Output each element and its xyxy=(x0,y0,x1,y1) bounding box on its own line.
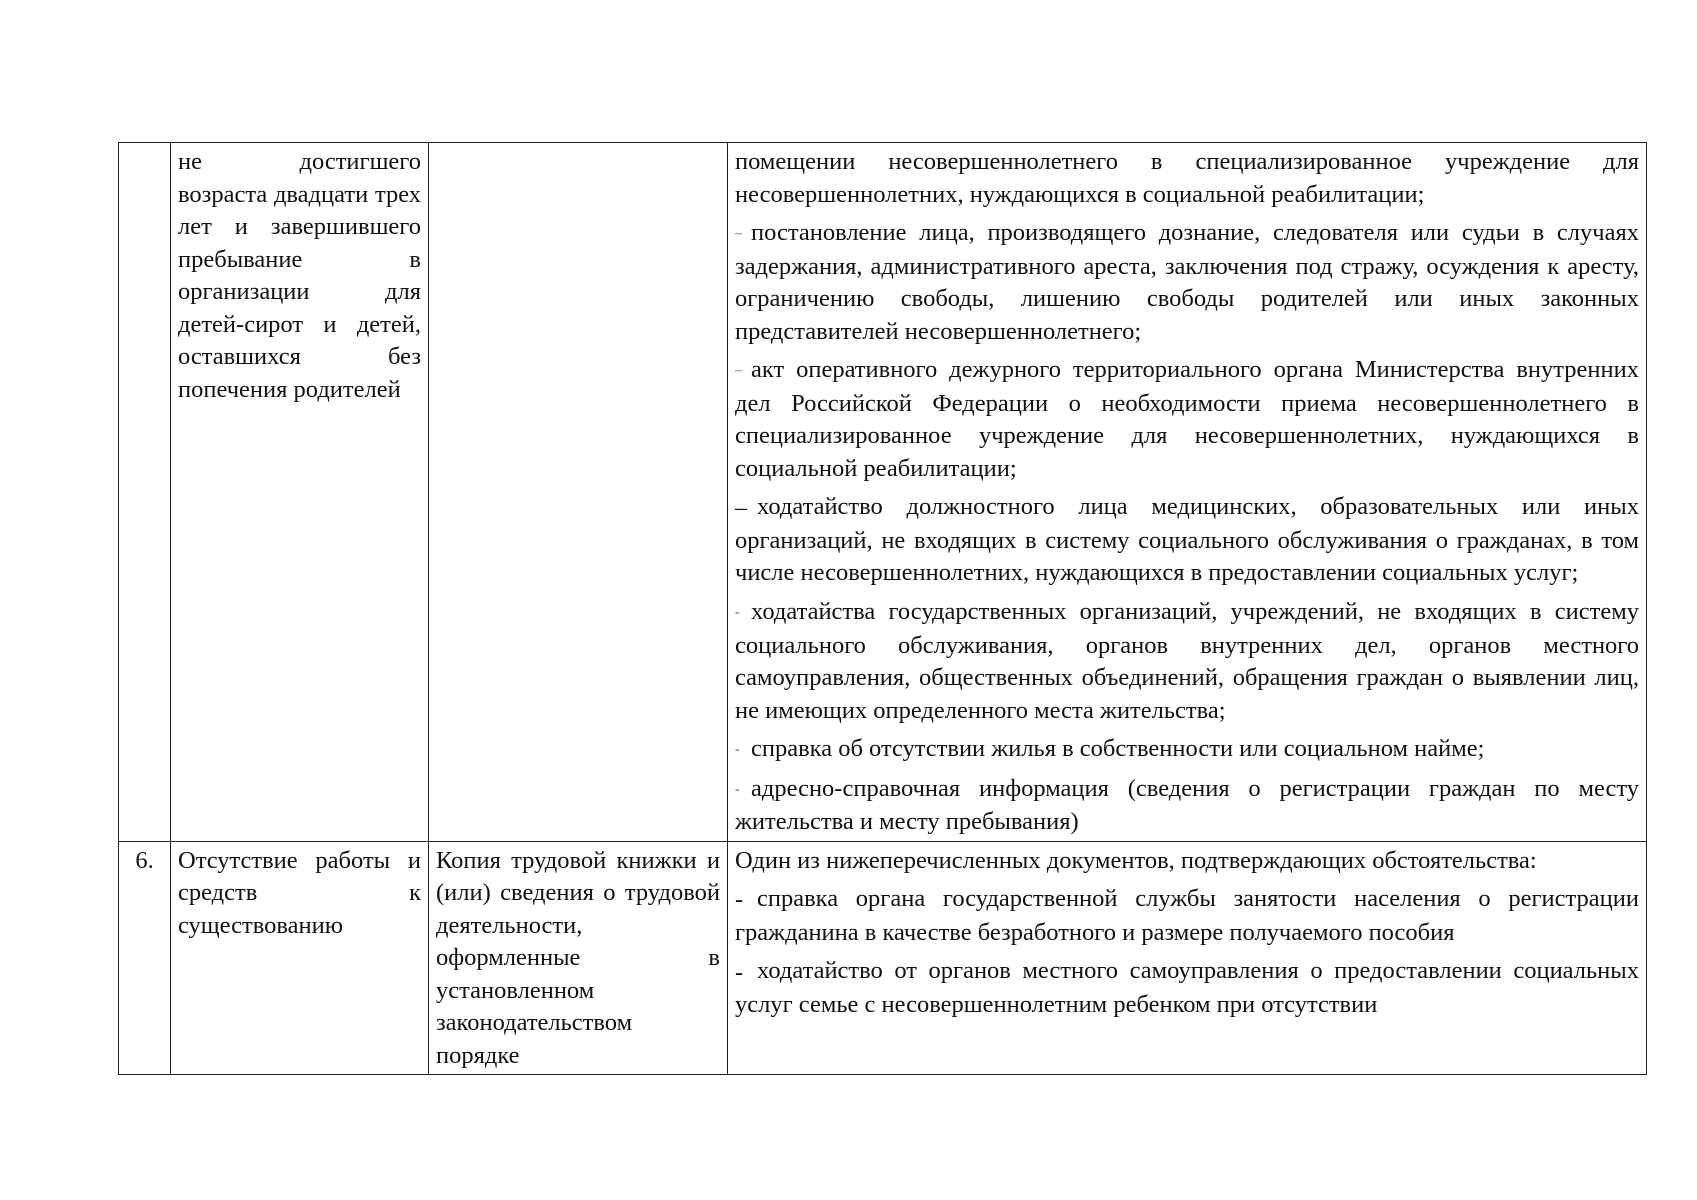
row-number-cell: 6. xyxy=(119,841,171,1075)
dash-marker: - xyxy=(735,605,740,620)
criterion-cell xyxy=(171,841,429,1075)
row-number-cell xyxy=(119,143,171,842)
dash-marker: - xyxy=(735,959,743,986)
grounds-text: акт оперативного дежурного территориального органа Министерства внутренних дел Российской Федерации о необходимости приема несовершеннолетнего в специализированное учреждение для несовершеннолетних, нуждающихся в социальной реабилитации; xyxy=(735,356,1639,482)
grounds-paragraph xyxy=(735,883,1639,949)
criterion-text: не достигшего возраста двадцати трех лет и завершившего пребывание в организации для детей-сирот и детей, оставшихся без попечения родителей xyxy=(178,148,421,403)
grounds-paragraph xyxy=(735,733,1639,767)
dash-marker: - xyxy=(735,742,740,758)
grounds-paragraph xyxy=(735,354,1639,485)
documents-cell xyxy=(429,143,728,842)
grounds-text: ходатайства государственных организаций, учреждений, не входящих в систему социального обслуживания, органов внутренних дел, органов местного самоуправления, общественных объединений, обращения граждан о выявлении лиц, не имеющих определенного места жительства; xyxy=(735,597,1639,724)
grounds-cell xyxy=(728,841,1647,1075)
grounds-paragraph xyxy=(735,146,1639,211)
grounds-text: адресно-справочная информация (сведения о регистрации граждан по месту жительства и месту пребывания) xyxy=(735,774,1639,836)
grounds-text: Один из нижеперечисленных документов, подтверждающих обстоятельства: xyxy=(735,846,1537,874)
grounds-text: справка органа государственной службы занятости населения о регистрации гражданина в качестве безработного и размере получаемого пособия xyxy=(735,885,1639,946)
documents-text: Копия трудовой книжки и (или) сведения о трудовой деятельности, оформленные в установленном законодательством порядке xyxy=(436,846,720,1069)
table-row xyxy=(119,841,1647,1075)
grounds-text: ходатайство должностного лица медицинских, образовательных или иных организаций, не входящих в систему социального обслуживания о гражданах, в том числе несовершеннолетних, нуждающихся в предоставлении социальных услуг; xyxy=(735,493,1639,587)
criterion-cell xyxy=(171,143,429,842)
dash-marker: – xyxy=(735,363,742,379)
documents-cell xyxy=(429,841,728,1075)
grounds-paragraph xyxy=(735,217,1639,348)
grounds-paragraph xyxy=(735,491,1639,590)
grounds-paragraph xyxy=(735,845,1639,878)
dash-marker: - xyxy=(735,887,743,914)
table-row xyxy=(119,143,1647,842)
document-table xyxy=(118,142,1647,1075)
dash-marker: – xyxy=(735,226,742,242)
grounds-text: справка об отсутствии жилья в собственности или социальном найме; xyxy=(751,735,1485,762)
grounds-paragraph xyxy=(735,596,1639,727)
grounds-paragraph xyxy=(735,955,1639,1021)
grounds-text: помещении несовершеннолетнего в специализированное учреждение для несовершеннолетних, нуждающихся в социальной реабилитации; xyxy=(735,148,1639,208)
dash-marker: – xyxy=(735,495,747,522)
grounds-paragraph xyxy=(735,773,1639,839)
dash-marker: - xyxy=(735,781,740,797)
grounds-cell xyxy=(728,143,1647,842)
grounds-text: ходатайство от органов местного самоуправления о предоставлении социальных услуг семье с несовершеннолетним ребенком при отсутствии xyxy=(735,957,1639,1018)
grounds-text: постановление лица, производящего дознание, следователя или судьи в случаях задержания, административного ареста, заключения под стражу, осуждения к аресту, ограничению свободы, лишению свободы родителей или иных законных представителей несовершеннолетнего; xyxy=(735,219,1639,345)
criterion-text: Отсутствие работы и средств к существованию xyxy=(178,846,421,939)
